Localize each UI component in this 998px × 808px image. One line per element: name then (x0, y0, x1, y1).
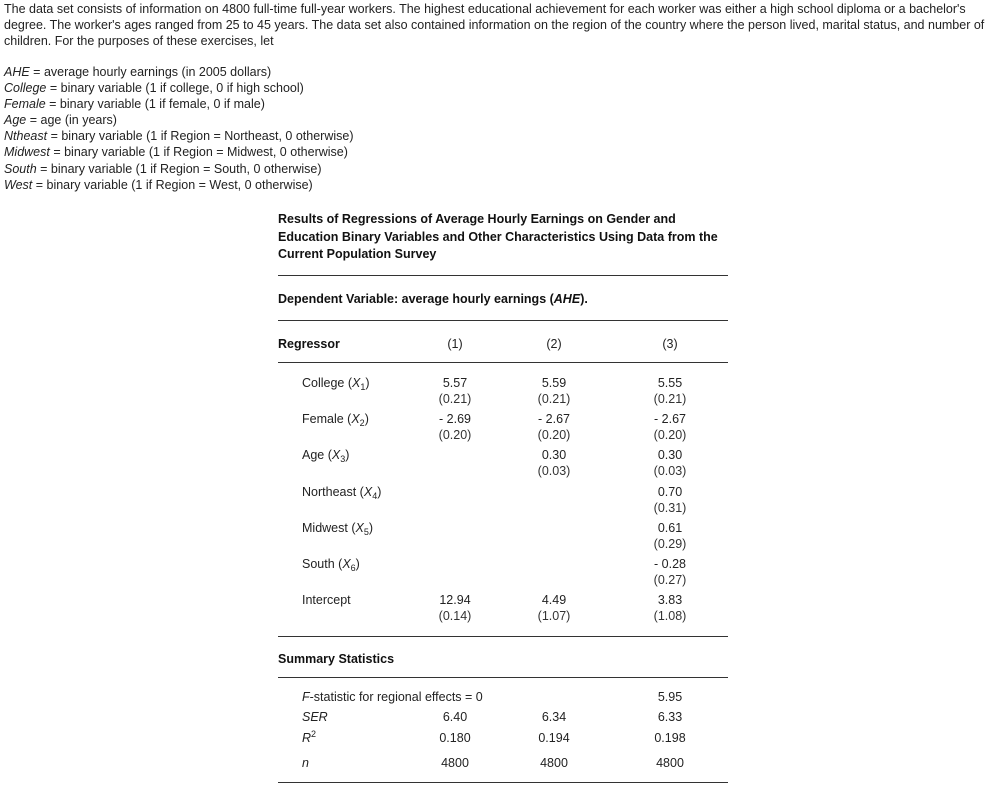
regressor-name: South ( (302, 557, 343, 571)
definition-text: = average hourly earnings (in 2005 dollars) (29, 65, 272, 79)
regressor-label (302, 592, 351, 608)
ser-text: SER (302, 710, 328, 724)
regressor-subscript: 5 (363, 526, 369, 537)
coefficient: 0.70 (657, 484, 683, 499)
rule (278, 782, 728, 783)
coefficient: - 2.67 (538, 412, 570, 427)
definition-text: = binary variable (1 if Region = Northeast, 0 otherwise) (47, 129, 354, 144)
regressor-variable: X (331, 448, 341, 463)
regressor-name: Intercept (302, 593, 351, 608)
standard-error: (0.20) (438, 428, 472, 443)
coefficient: 0.30 (541, 448, 567, 463)
r2-value: 0.198 (654, 731, 686, 745)
coefficient: 4.49 (541, 593, 567, 608)
summary-title: Summary Statistics (278, 652, 395, 666)
definition-text: = binary variable (1 if Region = Midwest, 0 otherwise) (49, 145, 348, 160)
column-header-1: (1) (447, 337, 463, 351)
table-title: Results of Regressions of Average Hourly Earnings on Gender and Education Binary Variables and Other Characteristics Using Data from the Current Population Survey (278, 212, 718, 261)
regressor-close: ) (345, 448, 350, 463)
standard-error: (1.08) (653, 609, 687, 624)
regressor-label (302, 556, 360, 572)
regressor-name: College ( (302, 376, 353, 390)
regressor-name: Age ( (302, 448, 332, 463)
definition-name: AHE (4, 65, 30, 79)
standard-error: (0.03) (537, 464, 571, 479)
definition-text: = binary variable (1 if college, 0 if high school) (46, 81, 304, 96)
coefficient: 5.57 (442, 376, 468, 390)
standard-error: (0.14) (438, 609, 472, 624)
regressor-name: Northeast ( (302, 484, 364, 499)
rule (278, 275, 728, 276)
column-header-2: (2) (546, 337, 562, 351)
regressor-name: Midwest ( (302, 520, 356, 535)
r2-value: 0.180 (439, 731, 471, 745)
coefficient: 5.59 (541, 376, 567, 390)
definition-name: Age (4, 113, 27, 128)
regressor-subscript: 6 (350, 563, 356, 573)
standard-error: (0.21) (537, 392, 571, 406)
regressor-close: ) (355, 557, 360, 571)
definition-row (4, 112, 354, 128)
rule (278, 362, 728, 363)
coefficient: 12.94 (439, 593, 471, 608)
standard-error: (1.07) (537, 609, 571, 624)
fstat-f: F (302, 690, 310, 704)
regressor-label (302, 520, 373, 536)
definition-row (4, 161, 354, 177)
coefficient: 3.83 (657, 593, 683, 608)
standard-error: (0.20) (653, 428, 687, 443)
regressor-variable: X (363, 484, 373, 499)
regressor-close: ) (368, 520, 374, 535)
regressor-variable: X (342, 557, 351, 571)
regressor-name: Female ( (302, 412, 352, 427)
definition-text: = binary variable (1 if Region = West, 0 otherwise) (32, 177, 313, 192)
regressor-close: ) (364, 412, 369, 427)
regressor-subscript: 2 (359, 418, 365, 429)
coefficient: 5.55 (657, 376, 683, 390)
fstat-label (302, 689, 483, 705)
regressor-variable: X (351, 412, 360, 427)
definition-name: Midwest (4, 145, 50, 160)
ser-value: 6.40 (442, 710, 468, 724)
dependent-variable: Dependent Variable: average hourly earnings (AHE). (278, 292, 588, 306)
definition-name: Female (4, 97, 46, 112)
column-header-3: (3) (662, 337, 678, 351)
standard-error: (0.21) (438, 392, 472, 406)
definition-row (4, 177, 354, 193)
coefficient: - 2.67 (654, 412, 686, 427)
fstat-value: 5.95 (657, 690, 683, 704)
n-value: 4800 (441, 756, 469, 770)
rule (278, 320, 728, 321)
variable-definitions (4, 64, 354, 193)
regressor-variable: X (355, 520, 364, 535)
regressor-label (302, 411, 369, 427)
standard-error: (0.27) (653, 573, 687, 587)
n-value: 4800 (656, 756, 684, 770)
definition-name: College (4, 81, 47, 96)
n-label (302, 755, 309, 771)
coefficient: - 2.69 (439, 412, 471, 427)
r2-text: R (302, 731, 312, 745)
regressor-close: ) (365, 376, 370, 390)
definition-row (4, 96, 354, 112)
ser-value: 6.34 (541, 710, 567, 724)
definition-row (4, 128, 354, 144)
coefficient: 0.30 (657, 448, 683, 463)
standard-error: (0.31) (653, 500, 687, 515)
definition-name: West (4, 177, 33, 192)
regressor-subscript: 1 (360, 382, 366, 392)
regressor-variable: X (352, 376, 361, 390)
regressor-label (302, 447, 349, 463)
regressor-subscript: 3 (340, 454, 346, 465)
standard-error: (0.20) (537, 428, 571, 443)
definition-text: = binary variable (1 if Region = South, 0 otherwise) (36, 161, 322, 176)
definition-row (4, 144, 354, 160)
coefficient: 0.61 (657, 520, 683, 535)
rule (278, 636, 728, 637)
regressor-close: ) (377, 484, 382, 499)
definition-row (4, 80, 354, 96)
intro-paragraph: The data set consists of information on 4800 full-time full-year workers. The highest educational achievement for each worker was either a high school diploma or a bachelor's degree. The worker's ages ranged from 25 to 45 years. The data set also contained information on the region of the country where the person lived, marital status, and number of children. For the purposes of these exercises, let (4, 2, 985, 48)
definition-name: Ntheast (4, 129, 48, 144)
standard-error: (0.29) (653, 536, 687, 551)
n-value: 4800 (540, 756, 568, 770)
fstat-text: -statistic for regional effects = 0 (309, 690, 483, 704)
ser-label (302, 709, 328, 725)
standard-error: (0.21) (653, 392, 687, 406)
definition-row (4, 64, 354, 80)
definition-text: = age (in years) (26, 113, 117, 128)
ser-value: 6.33 (657, 710, 683, 724)
definition-name: South (4, 161, 37, 176)
r2-superscript: 2 (311, 729, 317, 739)
standard-error: (0.03) (653, 464, 687, 479)
regressor-subscript: 4 (372, 490, 378, 501)
n-text: n (302, 756, 309, 770)
definition-text: = binary variable (1 if female, 0 if male) (45, 97, 265, 112)
regressor-label (302, 484, 381, 500)
r2-value: 0.194 (538, 731, 570, 745)
coefficient: - 0.28 (654, 557, 686, 571)
regressor-header: Regressor (278, 337, 340, 351)
regressor-label (302, 375, 370, 391)
rule (278, 677, 728, 678)
r2-label (302, 730, 316, 746)
